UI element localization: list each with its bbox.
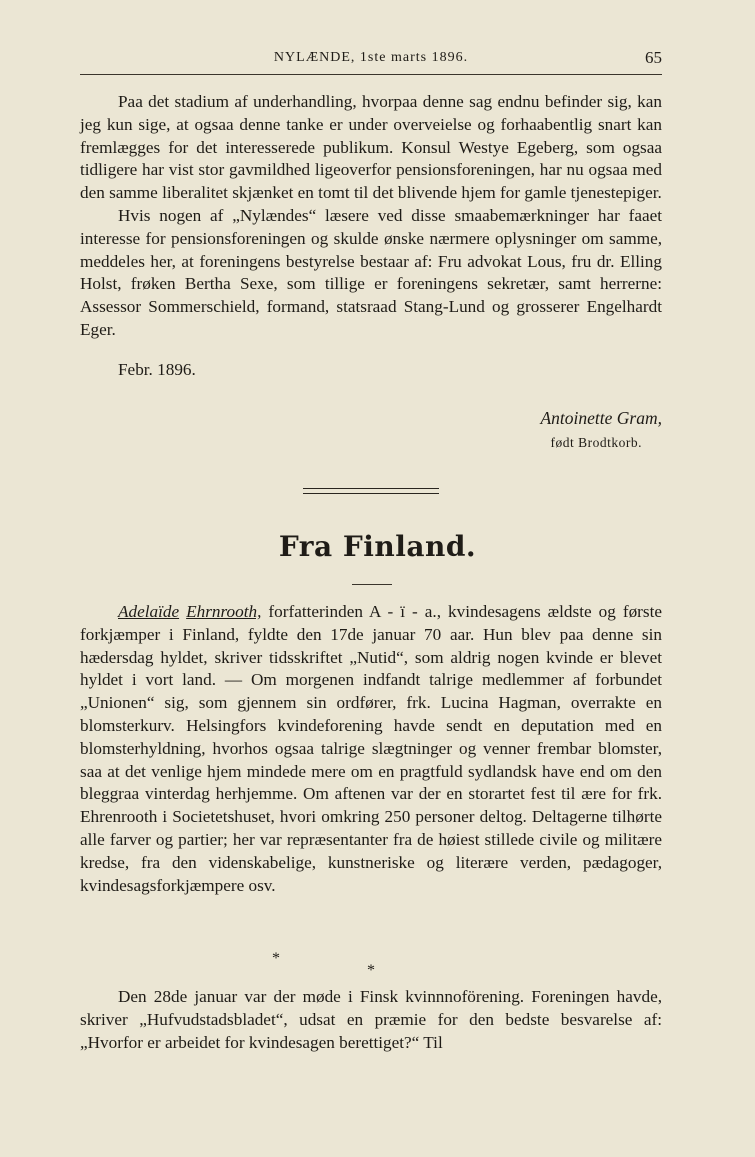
meeting-article-body [80,986,662,1054]
header-rule [80,74,662,75]
section-heading: Fra Finland. [278,530,477,563]
section-divider [303,493,439,494]
heading-rule [352,584,392,585]
article-date: Febr. 1896. [118,360,196,379]
lead-name [118,602,261,621]
lead-name-first: Adelaïde [118,602,180,621]
running-title: NYLÆNDE, 1ste marts 1896. [273,50,469,65]
running-head [80,46,662,72]
signature [540,408,662,451]
lead-name-last: Ehrnrooth, [186,602,262,621]
finland-article-body [80,601,662,897]
paragraph: Den 28de januar var der møde i Finsk kvinnnoförening. Foreningen havde, skriver „Hufvudstadsbladet“, udsat en præmie for den bedste besvarelse af: „Hvorfor er arbeidet for kvindesagen berettiget?“ Til [80,987,662,1052]
signature-maiden-name: født Brodtkorb. [550,435,642,450]
section-divider [303,488,439,489]
asterisk-separator: * [367,962,375,979]
paragraph: Hvis nogen af „Nylændes“ læsere ved disse smaabemærkninger har faaet interesse for pensionsforeningen og skulde ønske nærmere oplysninger om samme, meddeles her, at foreningens bestyrelse bestaar af: Fru advokat Lous, fru dr. Elling Holst, frøken Bertha Sexe, som tillige er foreningens sekretær, samt herrerne: Assessor Sommerschield, formand, statsraad Stang-Lund og grosserer Engelhardt Eger. [80,205,662,339]
paragraph [80,601,662,897]
paragraph-text: forfatterinden A - ï - a., kvindesagens ældste og første forkjæmper i Finland, fyldte den 17de januar 70 aar. Hun blev paa denne sin hædersdag hyldet, skriver tidsskriftet „Nutid“, som aldrig nogen kvinde er blevet hyldet i vort land. — Om morgenen indfandt talrige medlemmer af forbundet „Unionen“ sig, som gjennem sin ordfører, frk. Lucina Hagman, overrakte en blomsterkurv. Helsingfors kvindeforening havde sendt en deputation med en blomsterhyldning, hvorhos ogsaa talrige slægtninger og venner frembar blomster, saa at det venlige hjem mindede mere om en pragtfuld sydlandsk have end om den bleggraa vinterdag herhjemme. Om aftenen var der en storartet fest til ære for frk. Ehrenrooth i Societetshuset, hvori omkring 250 personer deltog. Deltagerne tilhørte alle farver og partier; her var repræsentanter fra de høiest stillede civile og militære kredse, fra den videnskabelige, kunstneriske og literære verden, pædagoger, kvindesagsforkjæmpere osv. [80,602,662,895]
signature-name: Antoinette Gram, [540,408,662,428]
asterisk-separator: * [272,950,280,967]
page-number: 65 [645,48,662,67]
pension-article-body [80,91,662,342]
paragraph: Paa det stadium af underhandling, hvorpaa denne sag endnu befinder sig, kan jeg kun sige, at ogsaa denne tanke er under overveielse og forhaabentlig snart kan fremlægges for det interesserede publikum. Konsul Westye Egeberg, som ogsaa tidligere har vist stor gavmildhed ligeoverfor pensionsforeningen, har nu ogsaa med den samme liberalitet skjænket en tomt til det blivende hjem for gamle tjenestepiger. [80,92,662,203]
